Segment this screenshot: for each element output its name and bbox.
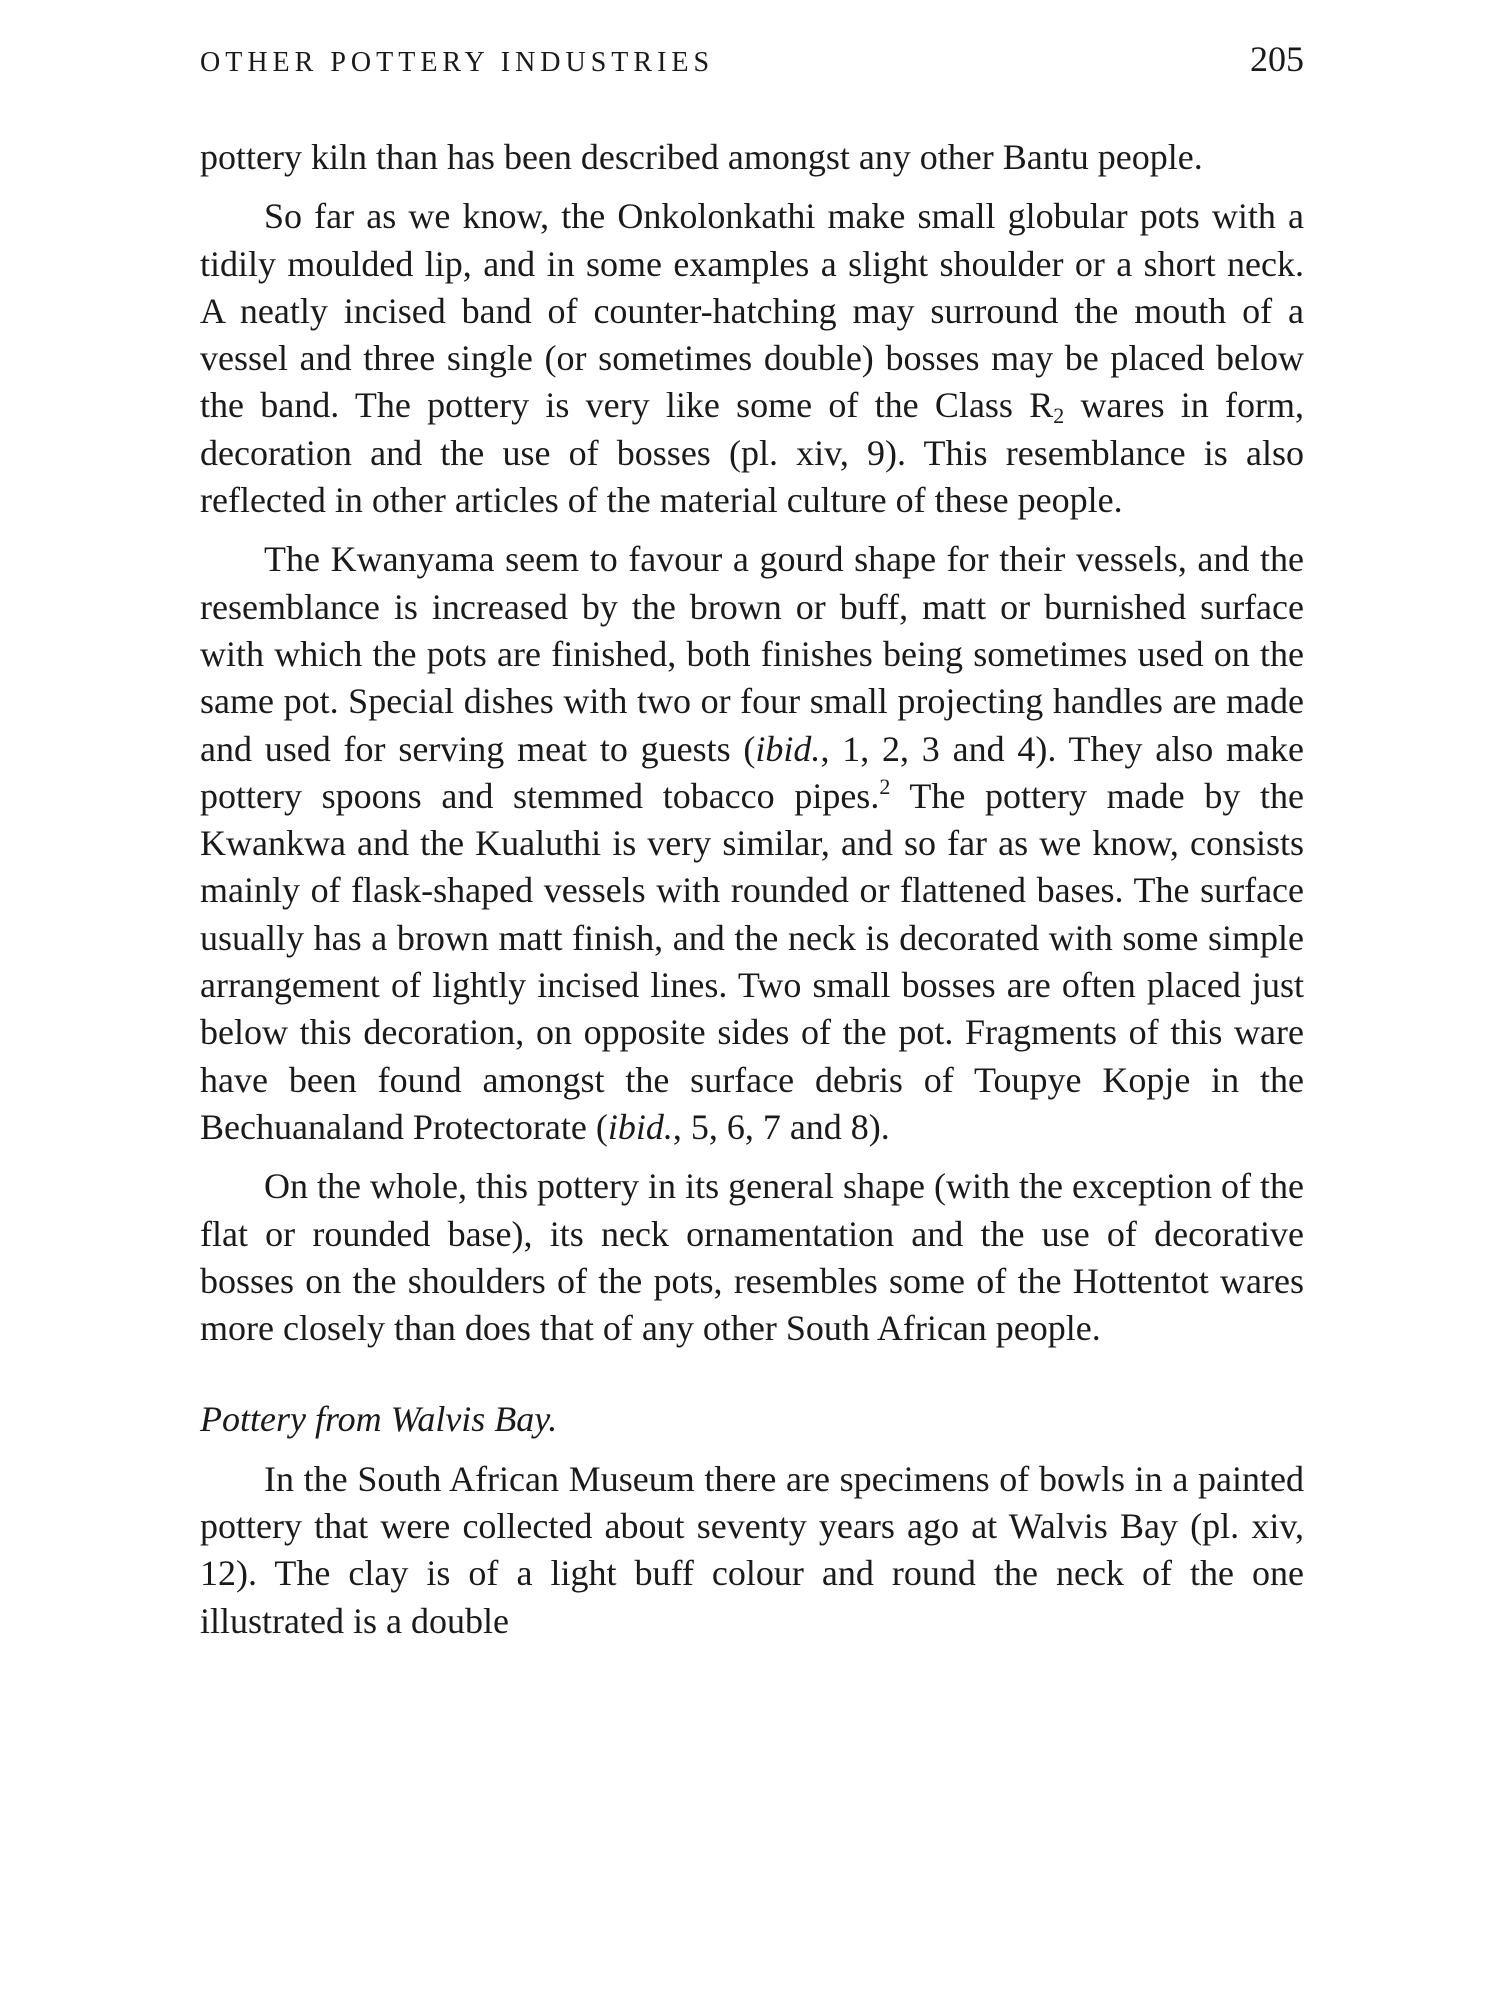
paragraph-text: The pottery made by the Kwankwa and the Kualuthi is very similar, and so far as we know, consists mainly of flask-shaped vessels with rounded or flattened bases. The surface usually has a brown matt finish, and the neck is decorated with some simple arrangement of lightly incised lines. Two small bosses are often placed just below this decoration, on opposite sides of the pot. Fragments of this ware have been found amongst the surface debris of Toupye Kopje in the Bechuanaland Protectorate ( xyxy=(200,775,1305,1147)
paragraph-kwanyama xyxy=(200,536,1304,1151)
running-title: OTHER POTTERY INDUSTRIES xyxy=(200,47,715,78)
paragraph-text: wares in form, decoration and the use of bosses (pl. xiv, 9). This resemblance is also reflected in other articles of the material culture of these people. xyxy=(200,385,1304,521)
section-subheading: Pottery from Walvis Bay. xyxy=(200,1399,558,1440)
paragraph-whole xyxy=(200,1163,1304,1352)
body-text xyxy=(200,134,1304,1645)
book-page xyxy=(200,36,1304,1645)
paragraph-walvis-bay xyxy=(200,1456,1304,1645)
paragraph-onkolonkathi xyxy=(200,193,1304,524)
paragraph-text: In the South African Museum there are specimens of bowls in a painted pottery that were collected about seventy years ago at Walvis Bay (pl. xiv, 12). The clay is of a light buff colour and round the neck of the one illustrated is a double xyxy=(200,1458,1304,1641)
paragraph-text: , 5, 6, 7 and 8). xyxy=(672,1106,890,1147)
paragraph-text: So far as we know, the Onkolonkathi make small globular pots with a tidily moulded lip, and in some examples a slight shoulder or a short neck. A neatly incised band of counter-hatching may surround the mouth of a vessel and three single (or sometimes double) bosses may be placed below the band. The pottery is very like some of the Class R xyxy=(200,196,1304,426)
paragraph-text: pottery kiln than has been described amongst any other Bantu people. xyxy=(200,137,1203,177)
running-head xyxy=(200,36,1304,82)
paragraph-text: The Kwanyama seem to favour a gourd shape for their vessels, and the resemblance is increased by the brown or buff, matt or burnished surface with which the pots are finished, both finishes being sometimes used on the same pot. Special dishes with two or four small projecting handles are made and used for serving meat to guests ( xyxy=(200,539,1304,769)
paragraph-text: , 1, 2, 3 and 4). They also make pottery spoons and stemmed tobacco pipes. xyxy=(200,728,1305,816)
paragraph-text: On the whole, this pottery in its general shape (with the exception of the flat or rounded base), its neck ornamentation and the use of decorative bosses on the shoulders of the pots, resembles some of the Hottentot wares more closely than does that of any other South African people. xyxy=(200,1166,1304,1349)
ibid-citation: ibid. xyxy=(607,1106,673,1147)
page-number: 205 xyxy=(1250,39,1304,79)
class-subscript: 2 xyxy=(1053,403,1065,429)
paragraph-continued xyxy=(200,134,1304,181)
footnote-marker: 2 xyxy=(879,773,891,799)
ibid-citation: ibid. xyxy=(755,728,821,769)
